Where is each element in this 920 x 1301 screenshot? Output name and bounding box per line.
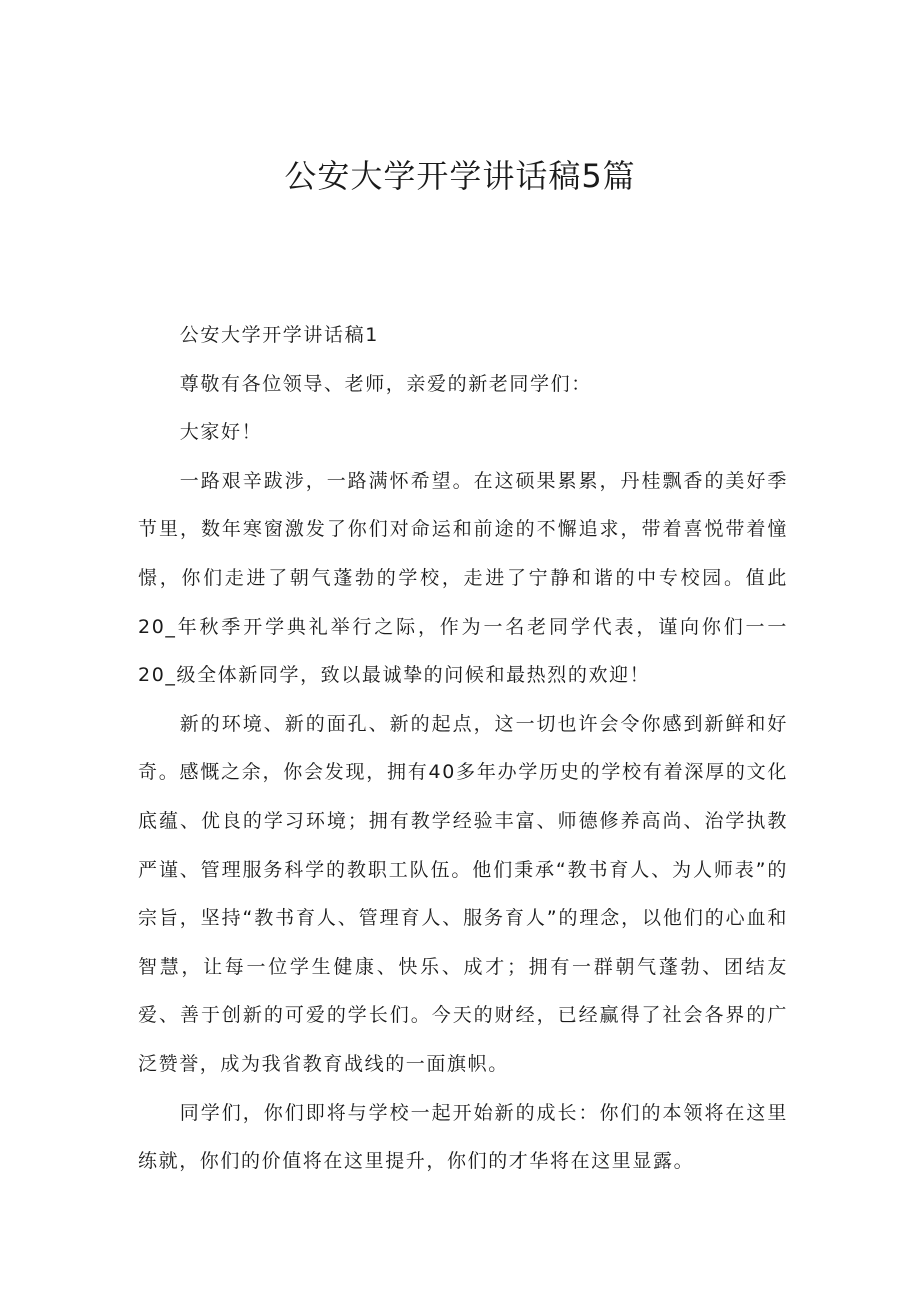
body-paragraph: 一路艰辛跋涉，一路满怀希望。在这硕果累累，丹桂飘香的美好季节里，数年寒窗激发了你们对命运和前途的不懈追求，带着喜悦带着憧憬，你们走进了朝气蓬勃的学校，走进了宁静和谐的中专校园。值此20_年秋季开学典礼举行之际，作为一名老同学代表，谨向你们一一20_级全体新同学，致以最诚挚的问候和最热烈的欢迎！ bbox=[138, 469, 788, 687]
document-title: 公安大学开学讲话稿5篇 bbox=[284, 157, 636, 195]
document-body bbox=[138, 311, 788, 1186]
greeting: 大家好！ bbox=[179, 421, 263, 444]
body-paragraph: 同学们，你们即将与学校一起开始新的成长：你们的本领将在这里练就，你们的价值将在这里提升，你们的才华将在这里显露。 bbox=[138, 1101, 788, 1173]
section-heading: 公安大学开学讲话稿1 bbox=[179, 324, 379, 346]
body-paragraph: 新的环境、新的面孔、新的起点，这一切也许会令你感到新鲜和好奇。感慨之余，你会发现，拥有40多年办学历史的学校有着深厚的文化底蕴、优良的学习环境；拥有教学经验丰富、师德修养高尚、治学执教严谨、管理服务科学的教职工队伍。他们秉承“教书育人、为人师表”的宗旨，坚持“教书育人、管理育人、服务育人”的理念，以他们的心血和智慧，让每一位学生健康、快乐、成才；拥有一群朝气蓬勃、团结友爱、善于创新的可爱的学长们。今天的财经，已经赢得了社会各界的广泛赞誉，成为我省教育战线的一面旗帜。 bbox=[138, 712, 788, 1075]
salutation: 尊敬有各位领导、老师，亲爱的新老同学们： bbox=[179, 372, 592, 395]
